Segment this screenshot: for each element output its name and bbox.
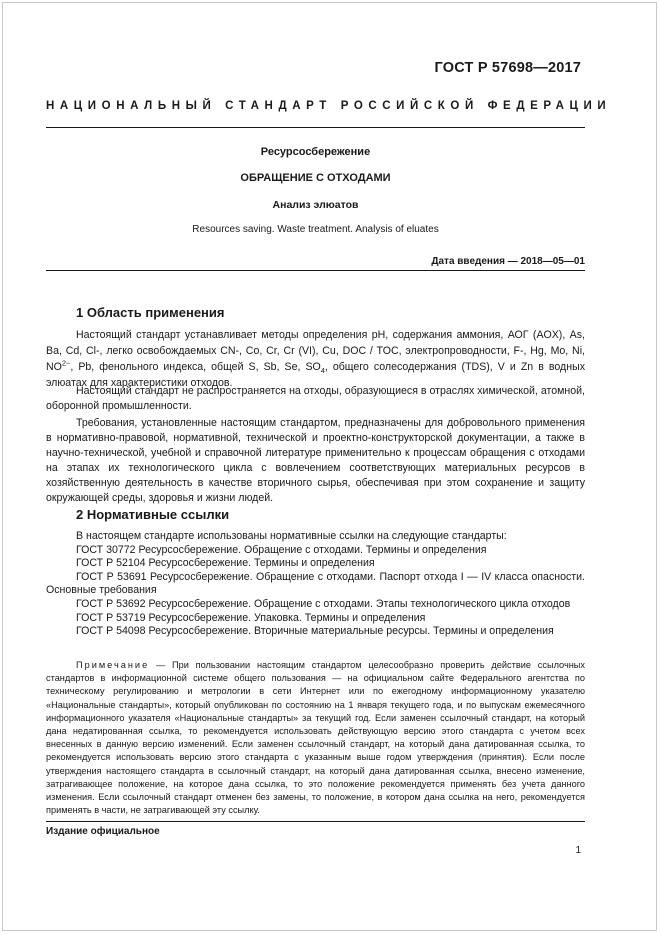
section-1-paragraph-3: Требования, установленные настоящим стандартом, предназначены для добровольного применения в нормативно-правовой, нормативной, технической и проектно-конструкторской документации, а также в научно-технической, учебной и справочной литературе применительно к процессам обращения с отходами на этапах их технологического цикла с вовлечением соответствующих материальных ресурсов в хозяйственную деятельность в качестве вторичного сырья, обеспечивая при этом сохранение и защиту окружающей среды, здоровья и жизни людей. (46, 417, 585, 504)
section-1-paragraph-1: Настоящий стандарт устанавливает методы определения pH, содержания аммония, АОГ (AOX), As, Ba, Cd, Cl-, легко освобождаемых CN-, Co, Cr, Cr (VI), Cu, DOC / TOC, электропроводности, F-, Hg, Mo, Ni, $NO^{2-}$, Pb, фенольного индекса, общей S, Sb, Se, $SO_4$, общего солесодержания (TDS), V и Zn в водных элюатах для характеристики отходов. (46, 329, 585, 389)
section-2-heading: 2 Нормативные ссылки (76, 507, 230, 522)
document-title: ОБРАЩЕНИЕ С ОТХОДАМИ (240, 172, 391, 184)
document-subtitle: Анализ элюатов (272, 199, 359, 211)
english-title: Resources saving. Waste treatment. Analysis of eluates (192, 224, 439, 235)
reference-item: ГОСТ Р 53692 Ресурсосбережение. Обращение с отходами. Этапы технологического цикла отходов (76, 597, 571, 610)
normative-references (46, 530, 585, 639)
standard-number: ГОСТ Р 57698—2017 (434, 60, 581, 76)
references-note (46, 659, 585, 817)
reference-item: ГОСТ Р 53719 Ресурсосбережение. Упаковка. Термины и определения (76, 611, 426, 624)
footer-rule (46, 821, 585, 822)
references-intro: В настоящем стандарте использованы нормативные ссылки на следующие стандарты: (76, 530, 507, 542)
official-edition-label: Издание официальное (46, 826, 160, 837)
section-1-paragraph-2: Настоящий стандарт не распространяется на отходы, образующиеся в отраслях химической, атомной, оборонной промышленности. (46, 385, 585, 412)
section-1-heading: 1 Область применения (76, 305, 225, 320)
page-number: 1 (575, 845, 581, 856)
introduction-date: Дата введения — 2018—05—01 (431, 256, 585, 267)
header-rule (46, 127, 585, 128)
reference-item: ГОСТ Р 54098 Ресурсосбережение. Вторичные материальные ресурсы. Термины и определения (76, 625, 554, 638)
date-rule (46, 270, 585, 271)
note-text: — При пользовании настоящим стандартом целесообразно проверить действие ссылочных стандартов в информационной системе общего пользования — на официальном сайте Федерального агентства по техническому регулированию и метрологии в сети Интернет или по ежегодному информационному указателю «Национальные стандарты», который опубликован по состоянию на 1 января текущего года, и по выпускам ежемесячного информационного указателя «Национальные стандарты» за текущий год. Если заменен ссылочный стандарт, на который дана недатированная ссылка, то рекомендуется использовать действующую версию этого стандарта с учетом всех внесенных в данную версию изменений. Если заменен ссылочный стандарт, на который дана датированная ссылка, то рекомендуется использовать версию этого стандарта с указанным выше годом утверждения (принятия). Если после утверждения настоящего стандарта в ссылочный стандарт, на который дана датированная ссылка, внесено изменение, затрагивающее положение, на которое дана ссылка, то это положение рекомендуется применять без учета данного изменения. Если ссылочный стандарт отменен без замены, то положение, в котором дана ссылка на него, рекомендуется применять в части, не затрагивающей эту ссылку. (46, 660, 585, 816)
national-standard-title: НАЦИОНАЛЬНЫЙ СТАНДАРТ РОССИЙСКОЙ ФЕДЕРАЦИИ (46, 100, 612, 112)
reference-item: ГОСТ Р 53691 Ресурсосбережение. Обращение с отходами. Паспорт отхода I — IV класса опасности. Основные требования (46, 570, 585, 597)
note-label: Примечание (76, 660, 150, 670)
reference-item: ГОСТ 30772 Ресурсосбережение. Обращение с отходами. Термины и определения (76, 543, 487, 556)
reference-item: ГОСТ Р 52104 Ресурсосбережение. Термины и определения (76, 557, 375, 570)
document-category: Ресурсосбережение (260, 146, 371, 158)
